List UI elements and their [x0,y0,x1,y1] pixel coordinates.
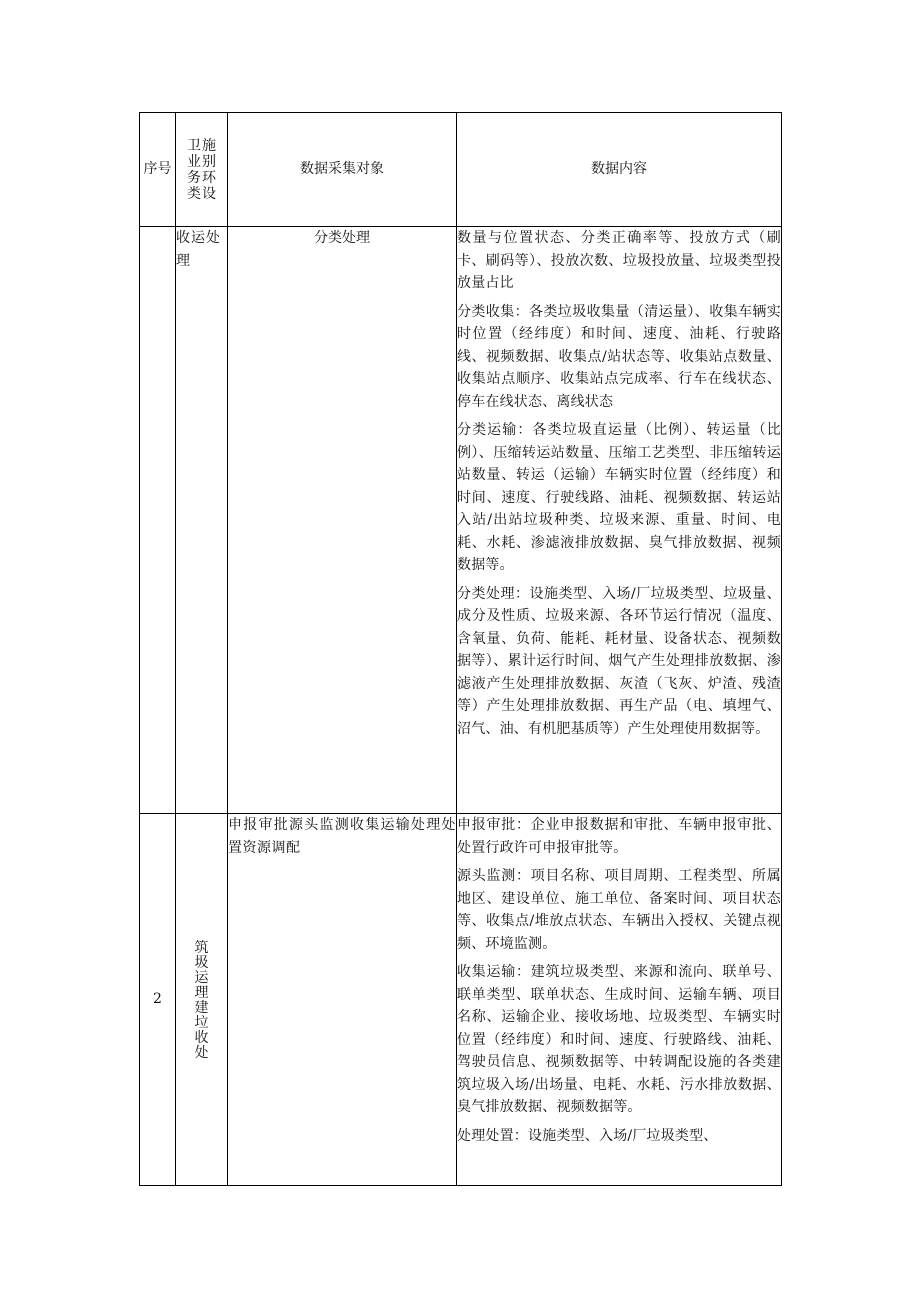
row1-content-para: 数量与位置状态、分类正确率等、投放方式（刷卡、刷码等）、投放次数、垃圾投放量、垃圾类型投放量占比 [457,230,781,291]
row1-object: 分类处理 [228,227,457,814]
row1-content-para: 分类处理：设施类型、入场/厂垃圾类型、垃圾量、成分及性质、垃圾来源、各环节运行情况（温度、含氧量、负荷、能耗、耗材量、设备状态、视频数据等）、累计运行时间、烟气产生处理排放数据、渗滤液产生处理排放数据、灰渣（飞灰、炉渣、残渣等）产生处理排放数据、再生产品（电、填埋气、沼气、油、有机肥基质等）产生处理使用数据等。 [457,585,781,737]
row2-content-para: 处理处置：设施类型、入场/厂垃圾类型、 [457,1127,718,1144]
row2-category-char: 处 [194,1045,209,1061]
row1-category: 收运处理 [176,227,228,814]
header-category-char: 卫 [187,137,201,154]
data-collection-table [139,112,782,1186]
row1-content-para: 分类收集：各类垃圾收集量（清运量）、收集车辆实时位置（经纬度）和时间、速度、油耗、行驶路线、视频数据、收集点/站状态等、收集站点数量、收集站点顺序、收集站点完成率、行车在线状态、停车在线状态、离线状态 [457,303,781,410]
row2-object: 申报审批源头监测收集运输处理处置资源调配 [228,814,457,1186]
header-category-vertical [176,138,227,202]
row2-content [457,814,782,1186]
header-content: 数据内容 [457,113,782,227]
row2-category-char: 理 [194,985,209,1001]
row2-content-para: 收集运输：建筑垃圾类型、来源和流向、联单号、联单类型、联单状态、生成时间、运输车辆、项目名称、运输企业、接收场地、垃圾类型、车辆实时位置（经纬度）和时间、速度、行驶路线、油耗、驾驶员信息、视频数据等、中转调配设施的各类建筑垃圾入场/出场量、电耗、水耗、污水排放数据、臭气排放数据、视频数据等。 [457,964,781,1115]
row2-category-char: 圾 [194,955,209,971]
row2-category-char: 建 [194,1000,209,1016]
row2-content-para: 申报审批：企业申报数据和审批、车辆申报审批、处置行政许可申报审批等。 [457,817,781,856]
table-header-row [140,113,782,227]
row1-seq [140,227,176,814]
table-row [140,227,782,814]
row2-category-vertical [176,814,227,1061]
row2-category-char: 垃 [194,1015,209,1031]
row2-category-char: 筑 [194,940,209,956]
row2-seq: 2 [140,814,176,1186]
row2-content-para: 源头监测：项目名称、项目周期、工程类型、所属地区、建设单位、施工单位、备案时间、项目状态等、收集点/堆放点状态、车辆出入授权、关键点视频、环境监测。 [457,868,781,952]
header-category-col-b [202,138,216,202]
header-category-char: 施 [202,137,216,154]
row1-content [457,227,782,814]
header-category [176,113,228,227]
header-seq: 序号 [140,113,176,227]
header-category-char: 业 [187,153,201,170]
table-row [140,814,782,1186]
row1-content-para: 分类运输：各类垃圾直运量（比例）、转运量（比例）、压缩转运站数量、压缩工艺类型、非压缩转运站数量、转运（运输）车辆实时位置（经纬度）和时间、速度、行驶线路、油耗、视频数据、转运站入站/出站垃圾种类、垃圾来源、重量、时间、电耗、水耗、渗滤液排放数据、臭气排放数据、视频数据等。 [457,422,781,573]
header-category-char: 环 [202,169,216,186]
row2-category [176,814,228,1186]
header-category-char: 类 [187,185,201,202]
row2-category-char: 收 [194,1030,209,1046]
header-category-col-a [187,138,201,202]
header-category-char: 设 [202,185,216,202]
row2-category-char: 运 [194,970,209,986]
header-category-char: 别 [202,153,216,170]
header-object: 数据采集对象 [228,113,457,227]
header-category-char: 务 [187,169,201,186]
